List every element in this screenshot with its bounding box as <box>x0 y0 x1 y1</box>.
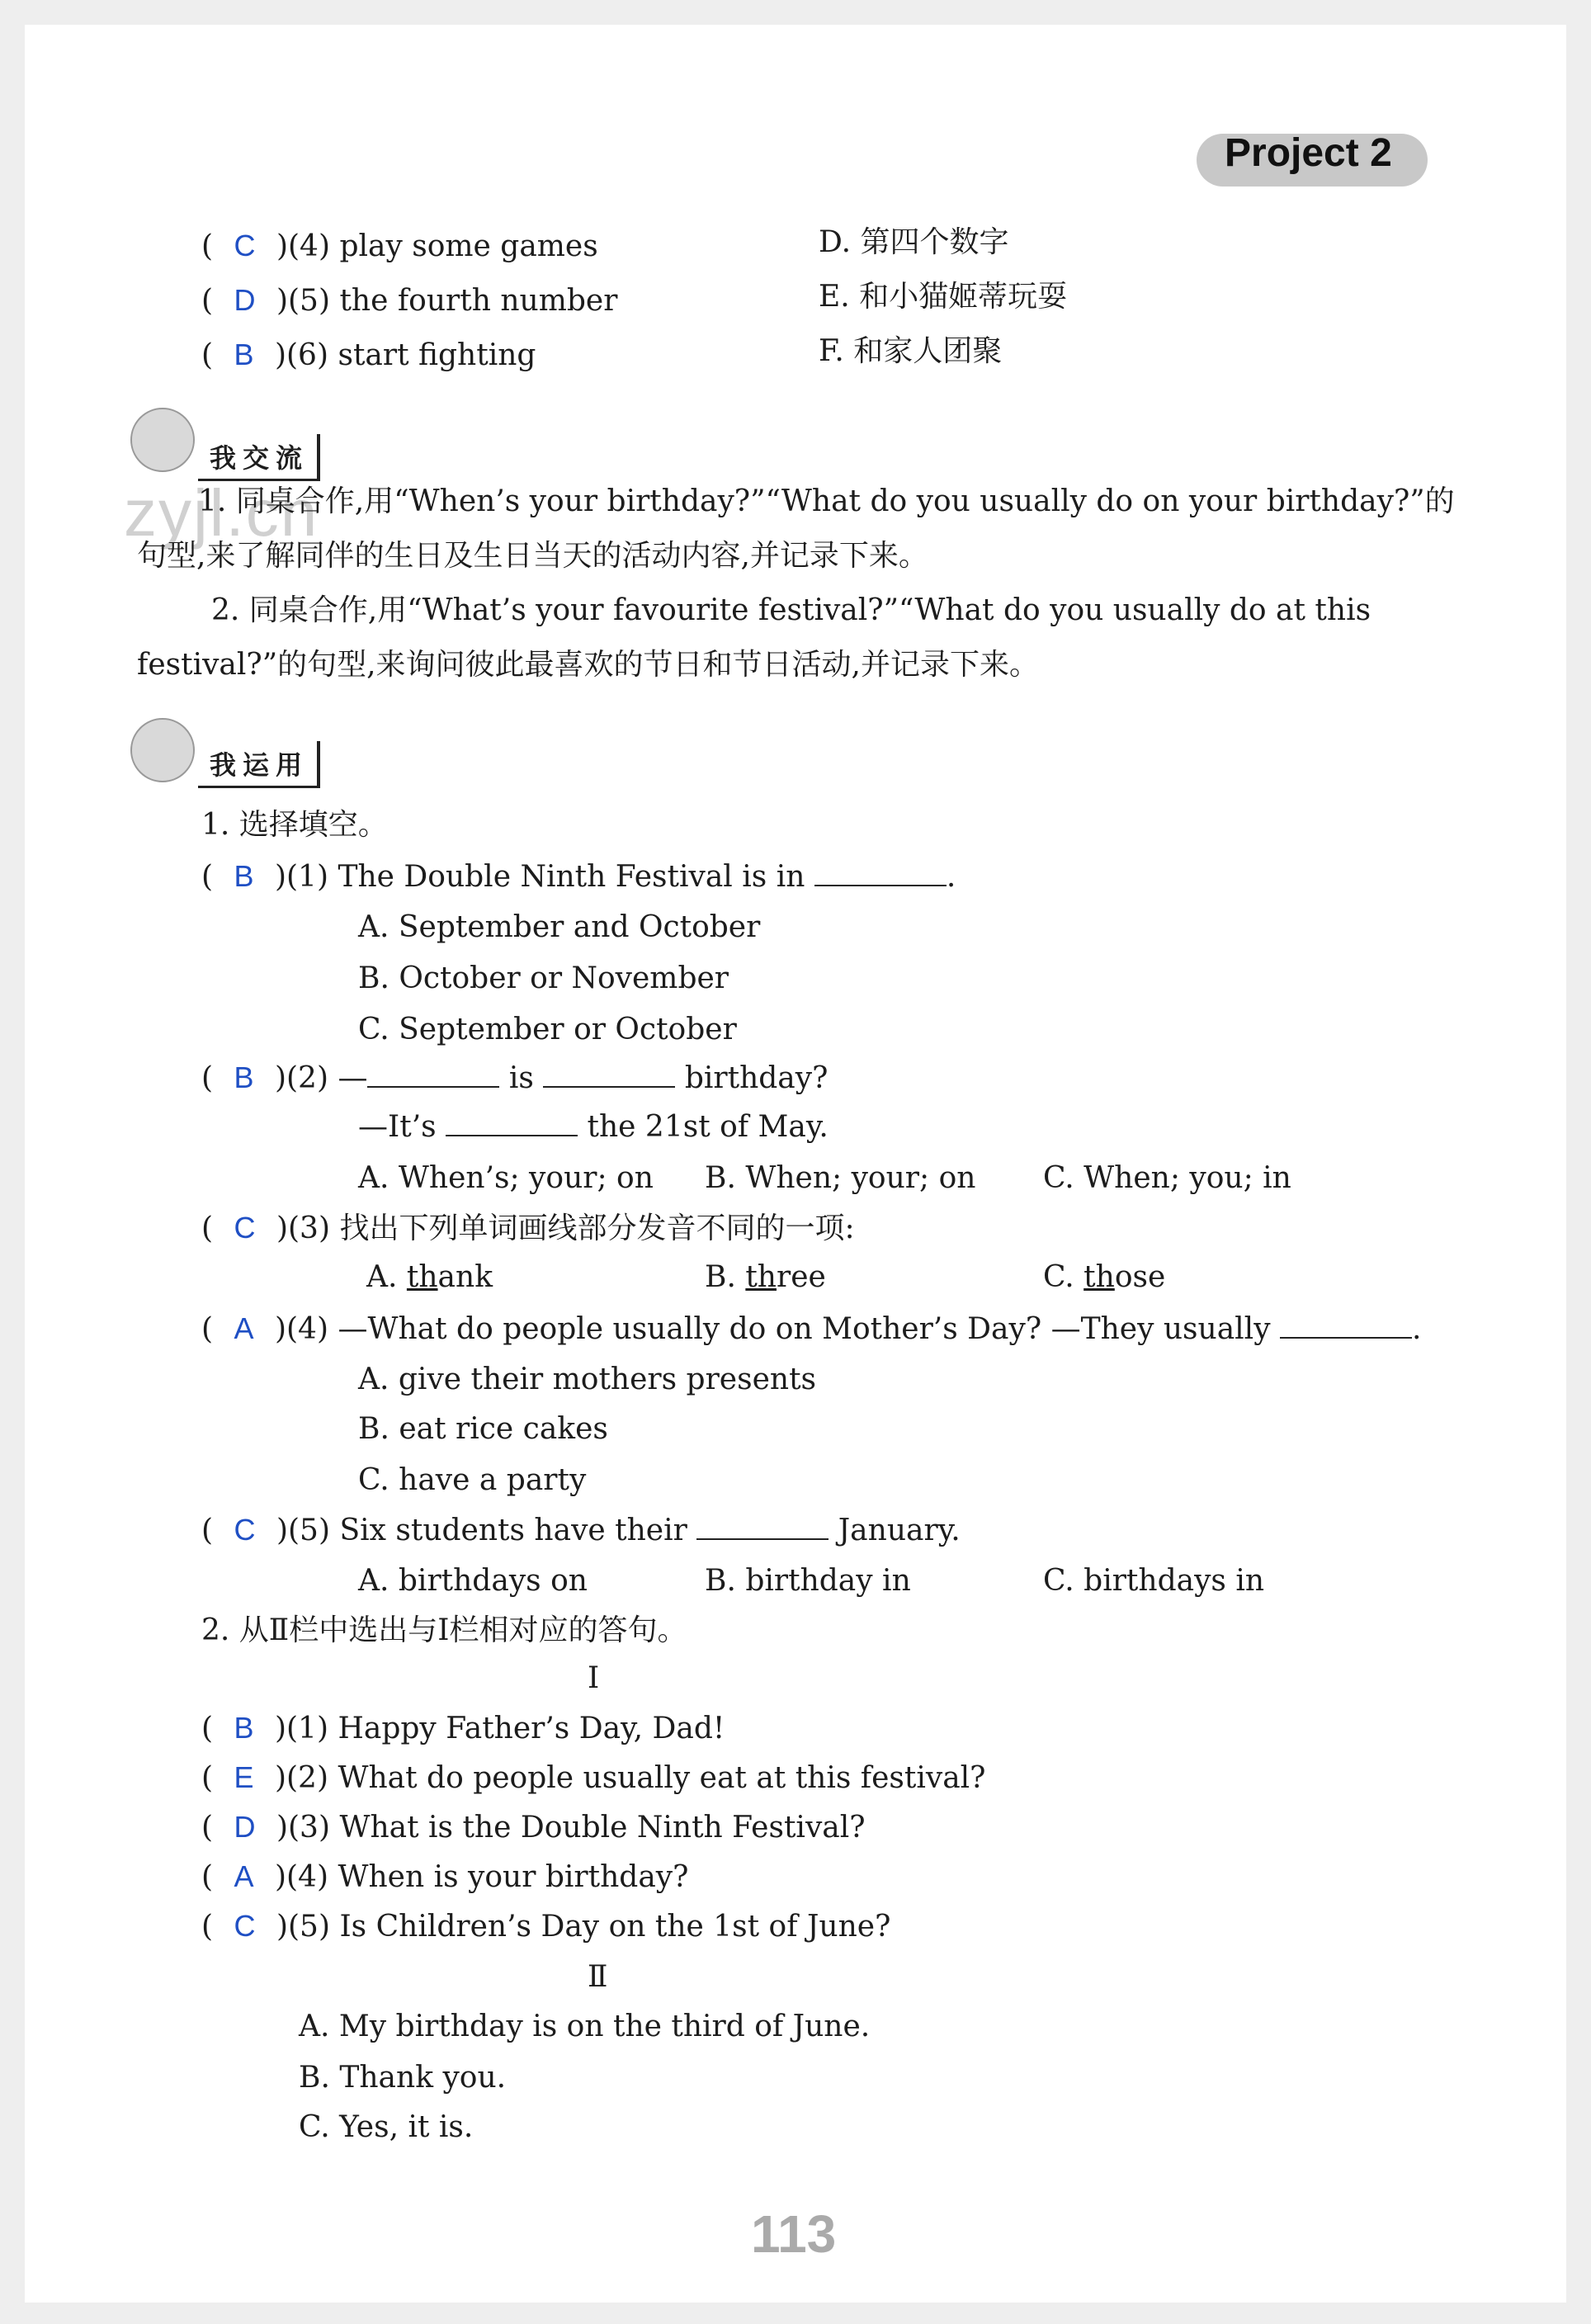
q3-option-c <box>1043 1259 1165 1296</box>
q2-option-b: B. When; your; on <box>705 1161 976 1195</box>
option-letter: A. <box>366 1260 407 1294</box>
item-text: the fourth number <box>339 284 618 318</box>
item-number: )(5) <box>276 284 330 318</box>
q3-option-a <box>366 1259 493 1296</box>
answer: B <box>234 1711 254 1745</box>
item-number: )(2) <box>274 1061 329 1095</box>
mascot-icon <box>130 718 195 782</box>
item-text: What is the Double Ninth Festival? <box>339 1811 866 1845</box>
para-2-line-1: 2. 同桌合作,用“What’s your favourite festival?”“What do you usually do at this <box>211 593 1371 627</box>
option-letter: C. <box>1043 1260 1084 1294</box>
question-end: . <box>1411 1312 1422 1346</box>
q1-option-b: B. October or November <box>358 961 729 995</box>
word-birthday: birthday? <box>684 1061 829 1095</box>
para-1-line-1: 1. 同桌合作,用“When’s your birthday?”“What do you usually do on your birthday?”的 <box>198 484 1455 518</box>
blank <box>367 1061 499 1088</box>
item-text: When is your birthday? <box>338 1860 689 1894</box>
reply-start: —It’s <box>358 1110 437 1144</box>
workbook-page <box>25 25 1566 2303</box>
question-4: ( A )(4) —What do people usually do on Mother’s Day? —They usually . <box>201 1311 1422 1346</box>
column-1-label: Ⅰ <box>588 1661 600 1695</box>
column-2-label: Ⅱ <box>588 1960 608 1994</box>
q3-option-b <box>705 1259 826 1296</box>
question-2-line-2 <box>358 1109 829 1145</box>
header-label: Project 2 <box>1225 131 1392 175</box>
col2-option-a: A. My birthday is on the third of June. <box>299 2010 871 2043</box>
match-item-6: ( B )(6) start fighting <box>201 338 536 372</box>
answer: B <box>234 859 254 893</box>
answer: A <box>234 1311 254 1345</box>
blank <box>1280 1312 1412 1339</box>
blank <box>446 1110 578 1136</box>
q2-option-c: C. When; you; in <box>1043 1161 1291 1195</box>
item-number: )(1) <box>274 860 329 894</box>
item-number: )(4) <box>276 229 330 263</box>
item-number: )(6) <box>274 338 329 372</box>
q5-option-c: C. birthdays in <box>1043 1564 1265 1598</box>
word-rest: ree <box>777 1260 826 1294</box>
match-item-4: ( C )(4) play some games <box>201 229 598 263</box>
option-f: F. 和家人团聚 <box>819 334 1003 368</box>
word-rest: ose <box>1114 1260 1166 1294</box>
option-d: D. 第四个数字 <box>819 225 1009 259</box>
item-number: )(3) <box>276 1212 330 1245</box>
q1-option-c: C. September or October <box>358 1013 737 1046</box>
item-text: Happy Father’s Day, Dad! <box>338 1712 725 1745</box>
match-item-5: ( D )(5) the fourth number <box>201 283 618 318</box>
mascot-icon <box>130 408 195 472</box>
item-number: )(4) <box>274 1312 329 1346</box>
item-text: start fighting <box>338 338 536 372</box>
underlined-part: th <box>745 1260 777 1294</box>
watermark: zyjl.cn <box>124 476 319 550</box>
word-rest: ank <box>437 1260 493 1294</box>
q2-option-a: A. When’s; your; on <box>358 1161 654 1195</box>
blank <box>814 860 947 886</box>
col2-option-b: B. Thank you. <box>299 2061 507 2095</box>
item-number: )(2) <box>274 1761 329 1795</box>
item-number: )(3) <box>276 1811 330 1845</box>
match-row-2: ( E )(2) What do people usually eat at this festival? <box>201 1760 986 1795</box>
item-text: Is Children’s Day on the 1st of June? <box>339 1910 891 1944</box>
q4-option-b: B. eat rice cakes <box>358 1412 608 1446</box>
answer: C <box>234 1909 256 1943</box>
q1-option-a: A. September and October <box>358 910 761 944</box>
item-text: What do people usually eat at this festival? <box>338 1761 986 1795</box>
question-3: ( C )(3) 找出下列单词画线部分发音不同的一项: <box>201 1211 855 1245</box>
reply-end: the 21st of May. <box>587 1110 829 1144</box>
question-stem: 找出下列单词画线部分发音不同的一项: <box>339 1212 855 1245</box>
task-2-heading: 2. 从Ⅱ栏中选出与Ⅰ栏相对应的答句。 <box>201 1613 687 1647</box>
item-number: )(5) <box>276 1910 330 1944</box>
answer: C <box>234 1211 256 1245</box>
section-title-apply: 我运用 <box>198 741 320 788</box>
question-end: January. <box>838 1514 961 1547</box>
answer: B <box>234 1060 254 1094</box>
match-row-5: ( C )(5) Is Children’s Day on the 1st of June? <box>201 1909 891 1944</box>
para-1-line-2: 句型,来了解同伴的生日及生日当天的活动内容,并记录下来。 <box>137 539 928 573</box>
answer: D <box>234 283 256 317</box>
q5-option-a: A. birthdays on <box>358 1564 588 1598</box>
item-number: )(5) <box>276 1514 330 1547</box>
answer: D <box>234 1810 256 1844</box>
answer: B <box>234 338 254 371</box>
match-row-4: ( A )(4) When is your birthday? <box>201 1859 689 1894</box>
option-e: E. 和小猫姬蒂玩耍 <box>819 280 1068 314</box>
question-stem: The Double Ninth Festival is in <box>338 860 805 894</box>
underlined-part: th <box>406 1260 438 1294</box>
para-2-line-2: festival?”的句型,来询问彼此最喜欢的节日和节日活动,并记录下来。 <box>137 648 1039 682</box>
item-number: )(4) <box>274 1860 329 1894</box>
underlined-part: th <box>1083 1260 1115 1294</box>
q4-option-c: C. have a party <box>358 1463 587 1497</box>
q5-option-b: B. birthday in <box>705 1564 911 1598</box>
question-2: ( B )(2) — is birthday? <box>201 1060 829 1095</box>
item-text: play some games <box>339 229 598 263</box>
match-row-3: ( D )(3) What is the Double Ninth Festival? <box>201 1810 866 1845</box>
blank <box>543 1061 675 1088</box>
question-5: ( C )(5) Six students have their January. <box>201 1513 961 1547</box>
blank <box>696 1514 829 1540</box>
answer: C <box>234 1513 256 1547</box>
q4-option-a: A. give their mothers presents <box>358 1363 817 1396</box>
col2-option-c: C. Yes, it is. <box>299 2110 474 2144</box>
answer: E <box>234 1760 254 1794</box>
dash: — <box>338 1061 368 1095</box>
match-row-1: ( B )(1) Happy Father’s Day, Dad! <box>201 1711 725 1745</box>
question-stem: Six students have their <box>339 1514 687 1547</box>
item-number: )(1) <box>274 1712 329 1745</box>
section-title-exchange: 我交流 <box>198 434 320 481</box>
task-1-heading: 1. 选择填空。 <box>201 808 388 842</box>
question-end: . <box>946 860 956 894</box>
answer: C <box>234 229 256 262</box>
question-stem: —What do people usually do on Mother’s Day? —They usually <box>338 1312 1271 1346</box>
option-letter: B. <box>705 1260 746 1294</box>
page-number: 113 <box>751 2204 837 2264</box>
answer: A <box>234 1859 254 1893</box>
question-1: ( B )(1) The Double Ninth Festival is in . <box>201 859 956 894</box>
word-is: is <box>508 1061 534 1095</box>
project-header <box>1197 125 1428 190</box>
